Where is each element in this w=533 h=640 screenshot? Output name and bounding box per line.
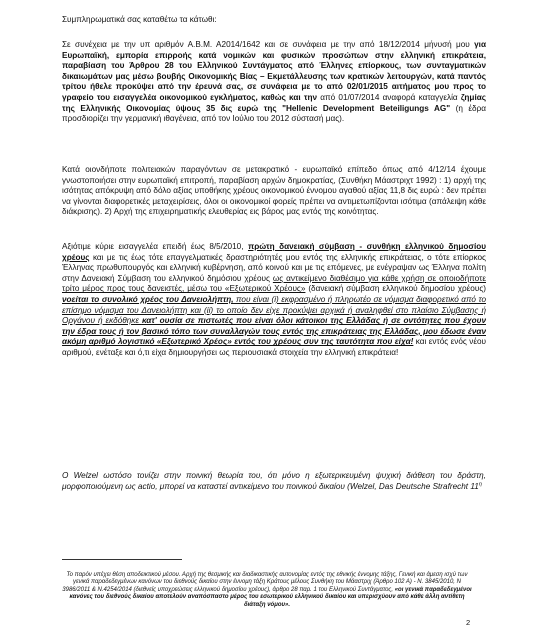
footnote-bold-quote: «οι γενικά παραδεδεγμένοι κανόνες του διεθνούς δικαίου αποτελούν αναπόσπαστο μέρος του εσωτερικού ελληνικού δικαίου και υπερισχύουν από κάθε άλλη αντίθετη διάταξη νόμου». xyxy=(69,586,472,608)
continuation-text-1: Σε συνέχεια με την υπ αριθμόν Α.Β.Μ. Α2014/1642 και σε συνάφεια με την από 18/12/2014 μήνυσή μου xyxy=(62,40,475,49)
prosecutor-bold-underline-1: πρώτη δανειακή σύμβαση - συνθήκη ελληνικού δημοσίου χρέους xyxy=(62,242,486,262)
continuation-text-3: (η έδρα προσδιορίζει την γερμανική ιθαγένεια, από τον Ιούλιο του 2012 σύστασή μας). xyxy=(62,103,486,124)
intro-paragraph: Συμπληρωματικά σας καταθέτω τα κάτωθι: xyxy=(62,15,217,24)
prosecutor-bold-italic-underline-1: νοείται το συνολικό χρέος του Δανειολήπτη, xyxy=(62,294,234,304)
page-number: 2 xyxy=(466,618,471,627)
continuation-bold-2: ζημίας της Ελληνικής Οικονομίας ύψους 35 δις ευρώ της "Hellenic Development Beteiligungs AG" xyxy=(62,92,487,113)
welzel-paragraph xyxy=(62,471,486,492)
prosecutor-text-4: και εντός ενός νέου αριθμού, ενέταξε και ό,τι είχα δημιουργήσει ως περιουσιακά στοιχεία την ελληνική επικράτεια! xyxy=(62,337,487,357)
political-bodies-paragraph: Κατά οιονδήποτε πολιτειακών παραγόντων σε μετακρατικό - ευρωπαϊκό επίπεδο όπως από 4/12/14 έχουμε γνωστοποιήσει στην ευρωπαϊκή επιτροπή, παραβίαση αρχών δημοκρατίας, (Συνθήκη Μάαστριχτ 1992) : 1) αρχή της ισότητας απόκρυψη από δόλο αξίας υποθήκης χρέους οικονομικού έννομου αγαθού αξίας 11,8 δις ευρώ : δεν πρέπει να γίνονται διαφορετικές μεταχειρίσεις, όλοι οι οικονομικοί φορείς πρέπει να αντιμετωπίζονται ισότιμα (απάλειψη κάθε διάκρισης). 2) Αρχή της επιχειρηματικής ελευθερίας εις βάρος μας εντός της κοινότητας. xyxy=(62,165,486,217)
prosecutor-bold-italic-underline-2: κατ' ουσία σε πιστωτές που είναι όλοι κάτοικοι της Ελλάδας ή σε οντότητες που έχουν την έδρα τους ή τον βασικό τόπο των συναλλαγών τους εντός της επικράτειας της Ελλάδας, μου έδωσε έναν ακόμη αριθμό λογιστικό «Εξωτερικό Χρέος» εντός του χρέους συν της ταυτότητα που είχα! xyxy=(62,316,487,347)
prosecutor-text-3: (δανειακή σύμβαση ελληνικού δημοσίου χρέους) xyxy=(305,284,486,294)
welzel-superscript: η xyxy=(478,480,482,487)
continuation-paragraph xyxy=(62,40,486,125)
footnote-separator xyxy=(62,559,182,560)
footnote-text: Το παρόν υπέχει θέση αποδεικτικού μέσου. Αρχή της θεσμικής και διαδικαστικής αυτονομίας εντός της εθνικής έννομης τάξης, Γενική και άμεση ισχύ των γενικά παραδεδεγμένων κανόνων του διεθνούς δικαίου στην έννομη τάξη Κράτους μέλους Συνθήκη του Μάαστριχ (Άρθρο 102 Α) - Ν. 3845/2010, Ν 3986/2011 & Ν.4254/2014 (διεθνείς υποχρεώσεις ελληνικού δημοσίου χρέους), άρθρο 28 παρ. 1 του Ελληνικού Συντάγματος, xyxy=(62,572,468,593)
footnote xyxy=(62,572,472,609)
prosecutor-italic-underline-1: που είναι (i) εκφρασμένο ή πληρωτέο σε νόμισμα διαφορετικό από το επίσημο νόμισμα του Δανειολήπτη και (ii) το οποίο δεν είχε προκύψει αρχικά ή αναληφθεί στο πλαίσιο Σύμβασης ή Οργάνου ή εκδόθηκε xyxy=(62,294,486,326)
welzel-text: Ο Welzel ωστόσο τονίζει στην ποινική θεωρία του, ότι μόνο η εξωτερικευμένη ψυχική διάθεση του δράστη, μορφοποιούμενη ως actio, μπορεί να καταστεί αντικείμενο του ποινικού δικαίου (Welzel, Das Deutsche Strafrecht 11 xyxy=(62,471,486,491)
prosecutor-paragraph xyxy=(62,242,486,359)
prosecutor-underline-1: ως αντικείμενο διαθέσιμο για κάθε χρήση σε οποιοδήποτε τρίτο μέρος προς τους δανειστές, μέσω του «Εξωτερικού Χρέους» xyxy=(62,273,487,294)
continuation-text-2: από 01/07/2014 αναφορά καταγγελία xyxy=(317,92,461,102)
prosecutor-text-2: και με τις έως τότε επαγγελματικές δραστηριότητές μου εντός της ελληνικής επικράτειας, ο τότε επίορκος Έλληνας πρωθυπουργός και ελληνική κυβέρνηση, από κοινού και με τις επόμενες, με ενέγραψαν ως Έλληνα πολίτη στην Δανειακή Σύμβαση του ελληνικού δημόσιου χρέους xyxy=(62,252,486,283)
continuation-bold-1: για Ευρωπαϊκή, εμπορία επιρροής κατά νομικών και φυσικών προσώπων στην ελληνική επικράτεια, παραβίαση του Άρθρου 28 του Ελληνικού Συντάγματος από Έλληνες επίορκους, των συνταγματικών δικαιωμάτων μας μέσω βουβής Οικονομικής Βίας – Εκμετάλλευσης των κρατικών λειτουργών, κατά παντός τρίτου ήθελε προκύψει από την έρευνά σας, σε συνάφεια με το από 02/01/2015 αιτήματος μου προς το γραφείο του εισαγγελέα οικονομικού εγκλήματος, καθώς και την xyxy=(62,40,486,102)
prosecutor-text-1: Αξιότιμε κύριε εισαγγελέα επειδή έως 8/5/2010, xyxy=(62,242,248,251)
